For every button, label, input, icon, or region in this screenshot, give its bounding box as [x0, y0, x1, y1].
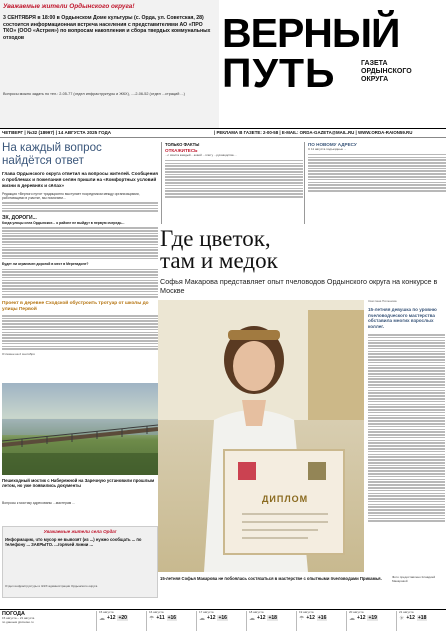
left-q1-title: ЭХ, ДОРОГИ...: [2, 214, 37, 221]
feature-headline[interactable]: [160, 228, 446, 272]
feature-headline-line2: там и медок: [160, 248, 278, 273]
feature-subhead: Софья Макарова представляет опыт пчеловодов Ордынского округа на конкурсе в Москве: [160, 277, 438, 295]
facts-text-block: [165, 160, 303, 198]
left-text-block: [2, 315, 158, 350]
photo-caption: 15-летняя Софья Макарова не побоялась состязаться в мастерстве с опытными пчеловодами Прикамья.: [160, 576, 382, 581]
left-lead: Глава Ордынского округа ответил на вопросы жителей. Сообщения о проблемах и пожелания селян пришли на «Комфортных условий жизни в деревнях и сёлах»: [2, 171, 158, 188]
announcement-note: Вопросы можно задать по тел.: 2-05-77 (отдел инфраструктуры и ЖКХ), ...-2-06-52 (отдел ...страций ...): [3, 92, 185, 96]
weather-day: [346, 611, 396, 631]
masthead-subtitle: [361, 60, 412, 84]
cloud-icon: ☁: [249, 615, 255, 622]
weather-day-night: +12: [406, 615, 415, 622]
announcement-box: [0, 0, 219, 128]
beekeeper-photo: [158, 300, 364, 572]
facts-title: ОТКАЖИТЕСЬ: [165, 148, 198, 153]
weather-day-temp: +20: [118, 615, 127, 622]
weather-day-temp: +18: [417, 615, 427, 622]
facts-column: [161, 142, 303, 224]
bridge-caption-rest: Вопросы к мостику адресованы ...мастерам ...: [2, 501, 75, 505]
weather-day-date: 16 августа: [149, 610, 164, 614]
weather-day: [396, 611, 446, 631]
weather-range: 15 августа – 21 августа: [2, 616, 35, 620]
weather-day-date: 18 августа: [249, 610, 264, 614]
weather-day-temp: +18: [268, 615, 277, 622]
new-address-column: [304, 142, 446, 224]
weather-day: [146, 611, 196, 631]
info-box-footer: Отдел инфраструктуры и ЖКХ администрации Ордынского округа: [5, 584, 98, 588]
weather-day: [296, 611, 346, 631]
announcement-body: 3 СЕНТЯБРЯ в 18:00 в Ордынском Доме культуры (с. Орда, ул. Советская, 28) состоится информационная встреча населения с представителями АО «ПРО ТКО» (ООО «Астрея») по вопросам накопления и сбора твердых коммунальных отходов: [3, 15, 211, 41]
new-address-label: ПО НОВОМУ АДРЕСУ: [308, 142, 357, 147]
feature-byline: Светлана Пилюнова: [368, 299, 397, 303]
weather-day-night: +12: [357, 615, 366, 622]
weather-source: по данным gismeteo.ru: [2, 619, 34, 624]
feature-lead: 15-летняя девушка по уровню пчеловодческого мастерства обставила многих взрослых коллег.: [368, 306, 437, 330]
bridge-drawing: [2, 383, 158, 475]
info-box-body: Информацию, что мусор не вывозят (из ...) нужно сообщать ... по телефону ... ЗАКРЫТО. ...горячей линии ...: [5, 537, 142, 548]
weather-day-date: 19 августа: [299, 610, 314, 614]
masthead-subtitle-line1: ГАЗЕТА: [361, 60, 388, 67]
weather-day-night: +12: [107, 615, 116, 622]
weather-day-night: +12: [207, 615, 216, 622]
weather-day: [246, 611, 296, 631]
masthead-subtitle-line3: ОКРУГА: [361, 76, 389, 83]
masthead-title-line1: ВЕРНЫЙ: [222, 10, 400, 56]
cloud-icon: ☁: [99, 615, 105, 622]
weather-day-date: 15 августа: [99, 610, 114, 614]
bridge-caption: Пешеходный мостик с Набережной на Заречную установили прошлым летом, но уже появились документы: [2, 478, 155, 489]
beekeeper-drawing: [158, 300, 364, 572]
rain-icon: ☂: [299, 615, 305, 622]
left-q1-question: Когда улицы села Ордынское... о районе не выйдут в первую очередь...: [2, 220, 125, 225]
facts-text: ...с хвоста каждый ...ковой ...плиту ...руководства ...: [165, 153, 237, 157]
photo-credit: Фото предоставлено Клавдией Макаровой: [392, 575, 436, 583]
weather-day-date: 20 августа: [349, 610, 364, 614]
weather-day-temp: +19: [368, 615, 377, 622]
weather-day-temp: +16: [167, 615, 177, 622]
diploma-label: ДИПЛОМ: [262, 494, 309, 504]
masthead-subtitle-line2: ОРДЫНСКОГО: [361, 68, 412, 75]
cloud-icon: ☁: [199, 615, 205, 622]
weather-label: ПОГОДА: [2, 611, 25, 617]
left-text-block: [2, 227, 158, 259]
left-column: [2, 142, 158, 608]
weather-day-date: 17 августа: [199, 610, 214, 614]
weather-day-temp: +16: [218, 615, 227, 622]
left-q2-title: Будет ли ограничен дорогой в мест в Мерегидоне?: [2, 262, 89, 267]
left-text-block: [2, 269, 158, 298]
cloud-icon: ☁: [349, 615, 355, 622]
announcement-title: Уважаемые жители Ордынского округа!: [3, 3, 135, 10]
left-headline[interactable]: На каждый вопрос найдётся ответ: [2, 141, 102, 167]
info-box-title: Уважаемые жители села Орда!: [43, 529, 117, 534]
weather-day: [196, 611, 246, 631]
feature-text-column: [368, 300, 445, 572]
left-intro: Редакция «Верного пути» традиционно выступает посредником между организациями, работающими в участке, мы помогаем...: [2, 191, 140, 200]
weather-day-date: 21 августа: [399, 610, 414, 614]
bridge-photo: [2, 383, 158, 475]
weather-days: [96, 611, 446, 631]
feature-headline-line1: Где цветок,: [160, 226, 271, 251]
weather-day-night: +11: [156, 615, 165, 622]
weather-label-group: [2, 611, 94, 625]
feature-text-block: [368, 334, 445, 522]
weather-day-night: +12: [257, 615, 266, 622]
facts-label: ТОЛЬКО ФАКТЫ: [165, 142, 200, 147]
ad-contacts: | РЕКЛАМА В ГАЗЕТЕ: 2-00-58 | E-MAIL: ORDA-GAZETA@MAIL.RU | WWW.ORDA-RAION59.RU: [214, 130, 413, 135]
weather-day: [96, 611, 146, 631]
rain-icon: ☂: [149, 615, 155, 622]
masthead-title-line2: ПУТЬ: [222, 50, 336, 96]
dateline: ЧЕТВЕРГ | №32 (18997) | 14 АВГУСТА 2025 ГОДА: [2, 130, 112, 135]
left-footnote: Отложен на 2 сентября: [2, 351, 35, 356]
weather-day-temp: +16: [317, 615, 327, 622]
left-text-block: [2, 202, 158, 212]
left-highlight: Проект в деревне Сходской обустроить тротуар от школы до улицы Первой: [2, 300, 149, 312]
new-address-text: С 11 августа подъездные ...: [308, 147, 347, 151]
sun-icon: ☀: [399, 615, 405, 622]
info-box: [2, 526, 158, 598]
new-address-text-block: [308, 154, 446, 192]
weather-day-night: +12: [306, 615, 315, 622]
